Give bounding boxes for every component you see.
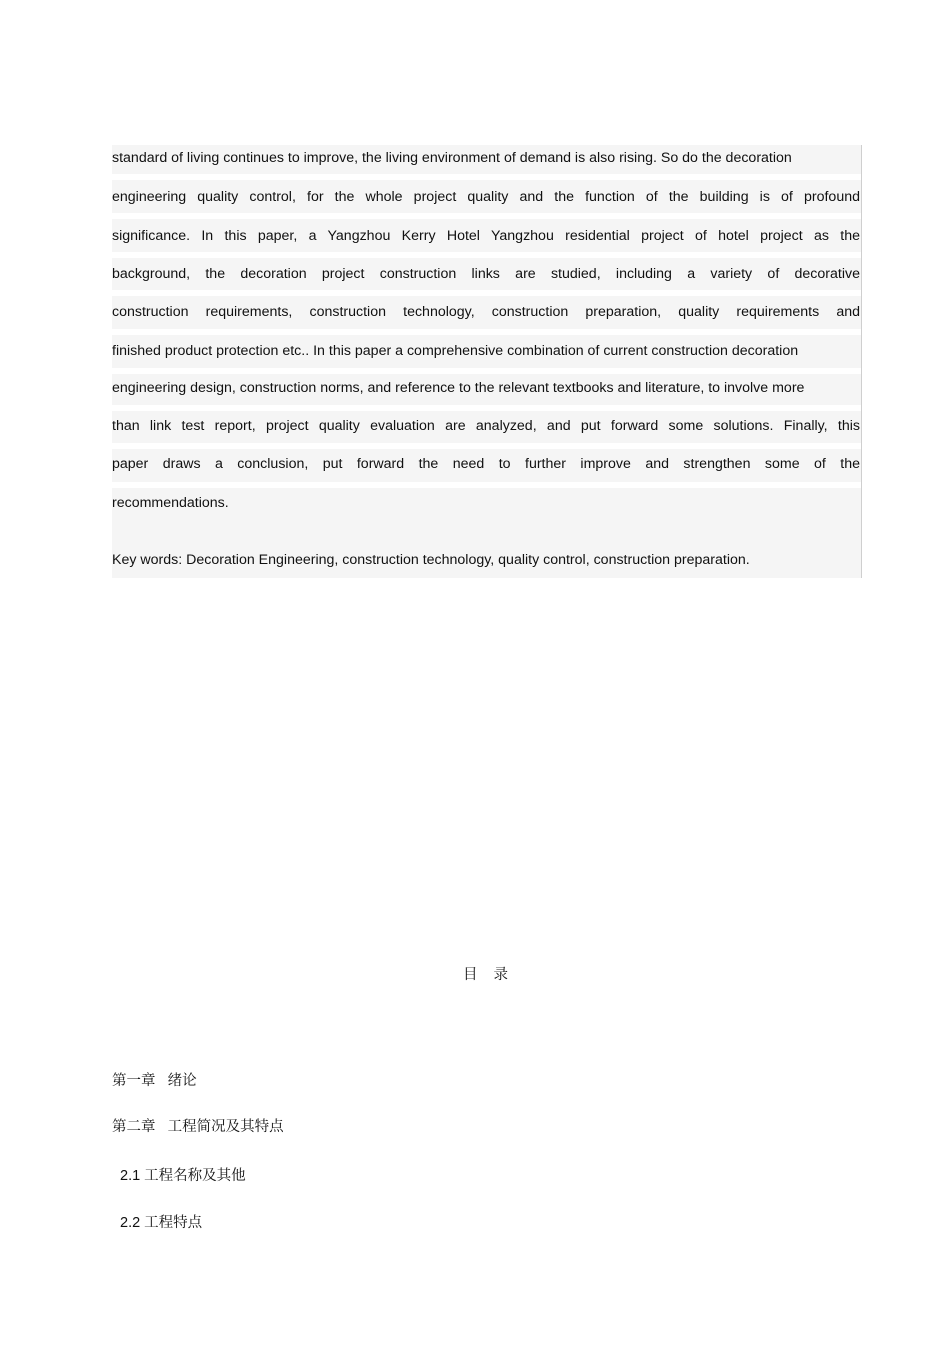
abstract-line: recommendations. <box>112 495 229 511</box>
line-divider <box>112 482 861 488</box>
line-divider <box>112 329 861 335</box>
abstract-line: construction requirements, construction technology, construction preparation, quality requirements and <box>112 304 860 320</box>
line-divider <box>112 174 861 180</box>
abstract-line: significance. In this paper, a Yangzhou Kerry Hotel Yangzhou residential project of hotel project as the <box>112 228 860 244</box>
abstract-line: standard of living continues to improve, the living environment of demand is also rising. So do the decoration <box>112 150 792 166</box>
abstract-line: paper draws a conclusion, put forward the need to further improve and strengthen some of the <box>112 456 860 472</box>
abstract-line: engineering design, construction norms, and reference to the relevant textbooks and literature, to involve more <box>112 380 805 396</box>
line-divider <box>112 443 861 449</box>
line-divider <box>112 213 861 219</box>
toc-item-section-2-1[interactable]: 2.1 工程名称及其他 <box>120 1168 246 1184</box>
line-divider <box>112 290 861 296</box>
keywords-line: Key words: Decoration Engineering, construction technology, quality control, construction preparation. <box>112 552 750 568</box>
abstract-line: engineering quality control, for the whole project quality and the function of the building is of profound <box>112 189 860 205</box>
toc-title: 目录 <box>463 967 524 983</box>
abstract-line: finished product protection etc.. In this paper a comprehensive combination of current construction decoration <box>112 343 799 359</box>
abstract-line: background, the decoration project construction links are studied, including a variety of decorative <box>112 266 860 282</box>
line-divider <box>112 405 861 411</box>
toc-item-chapter-2[interactable]: 第二章 工程简况及其特点 <box>112 1119 284 1135</box>
toc-item-chapter-1[interactable]: 第一章 绪论 <box>112 1073 197 1089</box>
abstract-highlight-block <box>112 145 862 578</box>
line-divider <box>112 368 861 374</box>
line-divider <box>112 252 861 258</box>
toc-item-section-2-2[interactable]: 2.2 工程特点 <box>120 1215 203 1231</box>
abstract-line: than link test report, project quality evaluation are analyzed, and put forward some solutions. Finally, this <box>112 418 860 434</box>
